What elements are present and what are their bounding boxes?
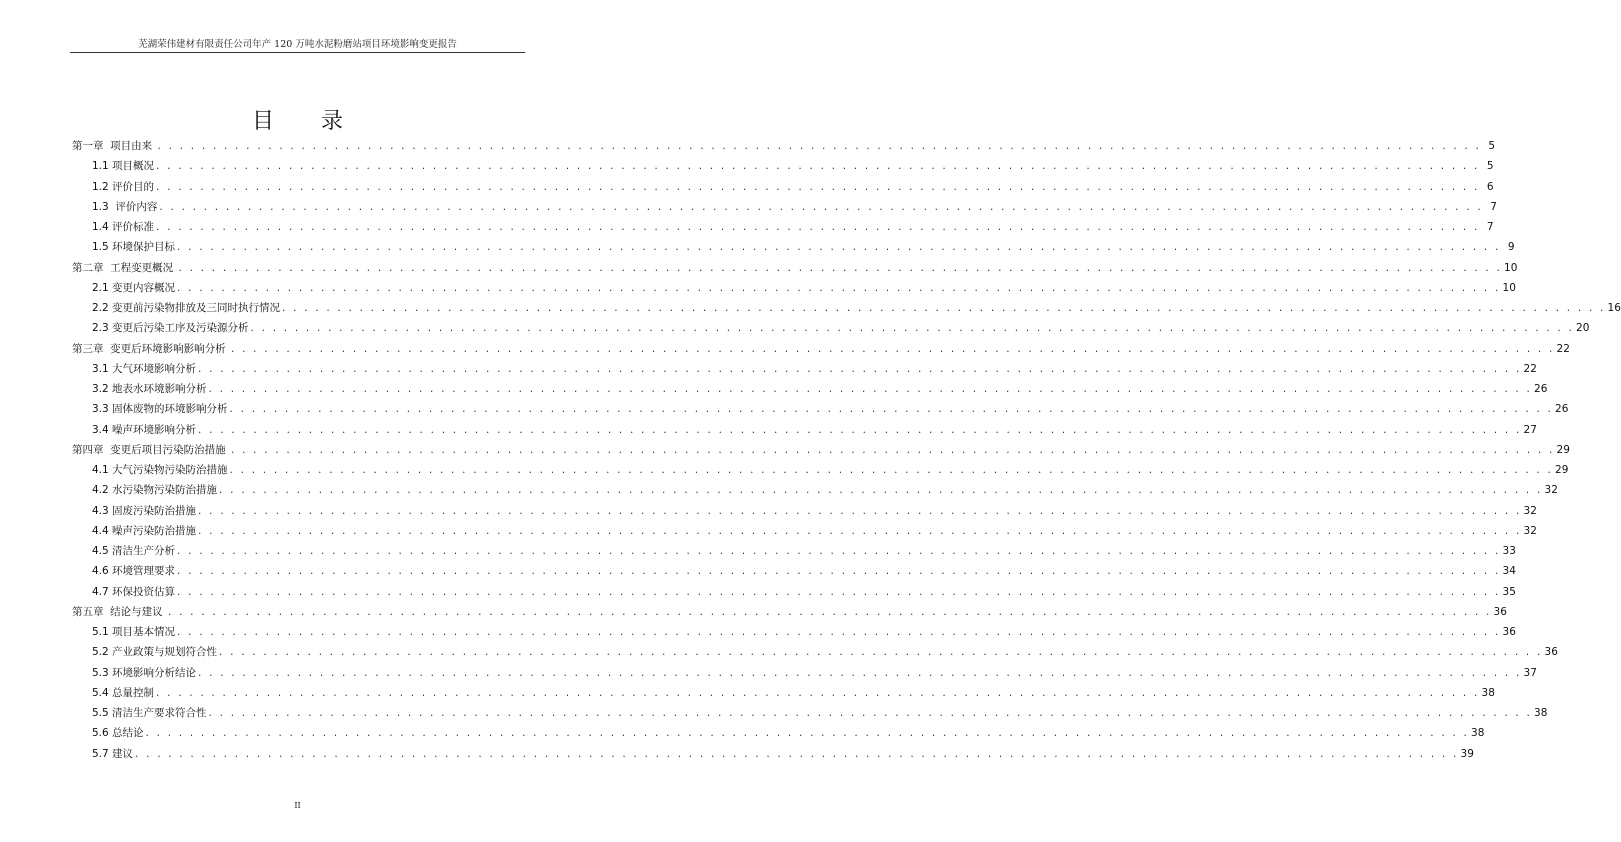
toc-entry-page: 36 [1502,626,1516,638]
toc-section-entry[interactable] [72,318,1590,338]
toc-section-entry[interactable] [72,744,1474,764]
dot-leader: . . . . . . . . . . . . . . . . . . . . . . . . . . . . . . . . . . . . . . . . . . . . . . . . . . . . . . . . . . . . . . . . . . . . . . . . . . . . . . . . . . . . . . . . . . . . . . . . . . . . . . . . . . . . . . . . . . . . . . . . [229,464,1554,476]
dot-leader: . . . . . . . . . . . . . . . . . . . . . . . . . . . . . . . . . . . . . . . . . . . . . . . . . . . . . . . . . . . . . . . . . . . . . . . . . . . . . . . . . . . . . . . . . . . . . . . . . . . . . . . . . . . . . . . . . . . . . . . . [177,626,1501,638]
toc-entry-page: 29 [1556,443,1570,456]
toc-entry-page: 22 [1523,362,1537,375]
toc-section-entry[interactable] [72,541,1516,561]
toc-entry-label: 5.2 产业政策与规划符合性 [92,646,218,659]
toc-entry-label: 5.4 总量控制 [92,686,155,699]
toc-entry-label: 5.1 项目基本情况 [92,626,176,638]
toc-entry-label: 5.6 总结论 [92,727,144,740]
toc-entry-page: 34 [1502,565,1516,578]
dot-leader: . . . . . . . . . . . . . . . . . . . . . . . . . . . . . . . . . . . . . . . . . . . . . . . . . . . . . . . . . . . . . . . . . . . . . . . . . . . . . . . . . . . . . . . . . . . . . . . . . . . . . . . . . . . . . . . . . . . . . . . . [208,383,1533,395]
toc-section-entry[interactable] [72,460,1569,480]
toc-entry-page: 32 [1544,484,1558,497]
header-rule [70,52,525,53]
dot-leader: . . . . . . . . . . . . . . . . . . . . . . . . . . . . . . . . . . . . . . . . . . . . . . . . . . . . . . . . . . . . . . . . . . . . . . . . . . . . . . . . . . . . . . . . . . . . . . . . . . . . . . . . . . . . . . . . . . . . . . . . [177,241,1501,254]
toc-entry-page: 16 [1607,302,1621,314]
toc-entry-label: 2.2 变更前污染物排放及三同时执行情况 [92,302,281,314]
toc-entry-page: 38 [1471,727,1485,740]
dot-leader: . . . . . . . . . . . . . . . . . . . . . . . . . . . . . . . . . . . . . . . . . . . . . . . . . . . . . . . . . . . . . . . . . . . . . . . . . . . . . . . . . . . . . . . . . . . . . . . . . . . . . . . . . . . . . . . . . . . . . . . . [198,524,1522,537]
toc-title: 目 录 [252,109,363,134]
toc-entry-page: 39 [1460,747,1474,760]
dot-leader: . . . . . . . . . . . . . . . . . . . . . . . . . . . . . . . . . . . . . . . . . . . . . . . . . . . . . . . . . . . . . . . . . . . . . . . . . . . . . . . . . . . . . . . . . . . . . . . . . . . . . . . . . . . . . . . . . . . . . . . . [250,322,1575,335]
toc-section-entry[interactable] [72,379,1548,399]
toc-chapter-entry[interactable] [72,258,1518,278]
toc-section-entry[interactable] [72,298,1621,318]
toc-entry-page: 33 [1502,545,1516,557]
dot-leader: . . . . . . . . . . . . . . . . . . . . . . . . . . . . . . . . . . . . . . . . . . . . . . . . . . . . . . . . . . . . . . . . . . . . . . . . . . . . . . . . . . . . . . . . . . . . . . . . . . . . . . . . . . . . . . . . . . . . . . . . [156,221,1480,233]
toc-chapter-entry[interactable] [72,440,1570,460]
page-number: II [294,801,301,810]
dot-leader: . . . . . . . . . . . . . . . . . . . . . . . . . . . . . . . . . . . . . . . . . . . . . . . . . . . . . . . . . . . . . . . . . . . . . . . . . . . . . . . . . . . . . . . . . . . . . . . . . . . . . . . . . . . . . . . . . . . . . . . . [282,302,1606,314]
toc-entry-page: 29 [1555,464,1569,476]
toc-entry-label: 5.5 清洁生产要求符合性 [92,707,207,719]
toc-entry-page: 32 [1523,504,1537,517]
toc-section-entry[interactable] [72,723,1485,743]
toc-entry-label: 5.7 建议 [92,747,134,760]
toc-entry-label: 1.1 项目概况 [92,160,155,173]
toc-entry-label: 第四章 变更后项目污染防治措施 [72,443,230,456]
toc-section-entry[interactable] [72,480,1558,500]
toc-chapter-entry[interactable] [72,136,1496,156]
running-header: 芜湖荣伟建材有限责任公司年产 120 万吨水泥粉磨站项目环境影响变更报告 [138,39,457,50]
toc-entry-page: 27 [1523,423,1537,436]
toc-entry-page: 6 [1486,180,1494,193]
toc-entry-label: 2.3 变更后污染工序及污染源分析 [92,322,249,335]
dot-leader: . . . . . . . . . . . . . . . . . . . . . . . . . . . . . . . . . . . . . . . . . . . . . . . . . . . . . . . . . . . . . . . . . . . . . . . . . . . . . . . . . . . . . . . . . . . . . . . . . . . . . . . . . . . . . . . . . . . . . . . . [168,605,1492,618]
dot-leader: . . . . . . . . . . . . . . . . . . . . . . . . . . . . . . . . . . . . . . . . . . . . . . . . . . . . . . . . . . . . . . . . . . . . . . . . . . . . . . . . . . . . . . . . . . . . . . . . . . . . . . . . . . . . . . . . . . . . . . . . [177,565,1501,578]
toc-entry-label: 5.3 环境影响分析结论 [92,666,197,679]
toc-entry-page: 7 [1490,200,1497,213]
toc-section-entry[interactable] [72,217,1494,237]
toc-entry-page: 36 [1493,605,1507,618]
toc-entry-label: 第一章 项目由来 [72,140,156,152]
toc-chapter-entry[interactable] [72,339,1570,359]
dot-leader: . . . . . . . . . . . . . . . . . . . . . . . . . . . . . . . . . . . . . . . . . . . . . . . . . . . . . . . . . . . . . . . . . . . . . . . . . . . . . . . . . . . . . . . . . . . . . . . . . . . . . . . . . . . . . . . . . . . . . . . . [159,200,1483,213]
toc-section-entry[interactable] [72,420,1537,440]
toc-entry-label: 1.5 环境保护目标 [92,241,176,254]
dot-leader: . . . . . . . . . . . . . . . . . . . . . . . . . . . . . . . . . . . . . . . . . . . . . . . . . . . . . . . . . . . . . . . . . . . . . . . . . . . . . . . . . . . . . . . . . . . . . . . . . . . . . . . . . . . . . . . . . . . . . . . . [135,747,1459,760]
toc-entry-label: 4.3 固废污染防治措施 [92,504,197,517]
toc-chapter-entry[interactable] [72,602,1507,622]
dot-leader: . . . . . . . . . . . . . . . . . . . . . . . . . . . . . . . . . . . . . . . . . . . . . . . . . . . . . . . . . . . . . . . . . . . . . . . . . . . . . . . . . . . . . . . . . . . . . . . . . . . . . . . . . . . . . . . . . . . . . . . . [156,180,1480,193]
toc-entry-page: 26 [1534,383,1548,395]
toc-section-entry[interactable] [72,663,1537,683]
dot-leader: . . . . . . . . . . . . . . . . . . . . . . . . . . . . . . . . . . . . . . . . . . . . . . . . . . . . . . . . . . . . . . . . . . . . . . . . . . . . . . . . . . . . . . . . . . . . . . . . . . . . . . . . . . . . . . . . . . . . . . . . [145,727,1470,740]
toc-entry-label: 1.2 评价目的 [92,180,155,193]
dot-leader: . . . . . . . . . . . . . . . . . . . . . . . . . . . . . . . . . . . . . . . . . . . . . . . . . . . . . . . . . . . . . . . . . . . . . . . . . . . . . . . . . . . . . . . . . . . . . . . . . . . . . . . . . . . . . . . . . . . . . . . . [157,140,1482,152]
toc-entry-page: 22 [1556,342,1570,355]
toc-section-entry[interactable] [72,399,1569,419]
dot-leader: . . . . . . . . . . . . . . . . . . . . . . . . . . . . . . . . . . . . . . . . . . . . . . . . . . . . . . . . . . . . . . . . . . . . . . . . . . . . . . . . . . . . . . . . . . . . . . . . . . . . . . . . . . . . . . . . . . . . . . . . [156,160,1480,173]
toc-section-entry[interactable] [72,582,1516,602]
dot-leader: . . . . . . . . . . . . . . . . . . . . . . . . . . . . . . . . . . . . . . . . . . . . . . . . . . . . . . . . . . . . . . . . . . . . . . . . . . . . . . . . . . . . . . . . . . . . . . . . . . . . . . . . . . . . . . . . . . . . . . . . [219,646,1543,659]
toc-entry-label: 4.1 大气污染物污染防治措施 [92,464,228,476]
toc-section-entry[interactable] [72,197,1497,217]
toc-entry-page: 38 [1481,686,1495,699]
toc-entry-page: 20 [1576,322,1590,335]
dot-leader: . . . . . . . . . . . . . . . . . . . . . . . . . . . . . . . . . . . . . . . . . . . . . . . . . . . . . . . . . . . . . . . . . . . . . . . . . . . . . . . . . . . . . . . . . . . . . . . . . . . . . . . . . . . . . . . . . . . . . . . . [229,403,1554,416]
dot-leader: . . . . . . . . . . . . . . . . . . . . . . . . . . . . . . . . . . . . . . . . . . . . . . . . . . . . . . . . . . . . . . . . . . . . . . . . . . . . . . . . . . . . . . . . . . . . . . . . . . . . . . . . . . . . . . . . . . . . . . . . [156,686,1480,699]
toc-entry-label: 1.4 评价标准 [92,221,155,233]
toc-entry-label: 4.7 环保投资估算 [92,585,176,598]
toc-section-entry[interactable] [72,642,1558,662]
dot-leader: . . . . . . . . . . . . . . . . . . . . . . . . . . . . . . . . . . . . . . . . . . . . . . . . . . . . . . . . . . . . . . . . . . . . . . . . . . . . . . . . . . . . . . . . . . . . . . . . . . . . . . . . . . . . . . . . . . . . . . . . [178,261,1503,274]
dot-leader: . . . . . . . . . . . . . . . . . . . . . . . . . . . . . . . . . . . . . . . . . . . . . . . . . . . . . . . . . . . . . . . . . . . . . . . . . . . . . . . . . . . . . . . . . . . . . . . . . . . . . . . . . . . . . . . . . . . . . . . . [198,362,1522,375]
toc-entry-page: 5 [1488,140,1496,152]
dot-leader: . . . . . . . . . . . . . . . . . . . . . . . . . . . . . . . . . . . . . . . . . . . . . . . . . . . . . . . . . . . . . . . . . . . . . . . . . . . . . . . . . . . . . . . . . . . . . . . . . . . . . . . . . . . . . . . . . . . . . . . . [231,443,1555,456]
toc-entry-page: 10 [1502,281,1516,294]
table-of-contents [72,136,1621,764]
toc-entry-page: 32 [1523,524,1537,537]
dot-leader: . . . . . . . . . . . . . . . . . . . . . . . . . . . . . . . . . . . . . . . . . . . . . . . . . . . . . . . . . . . . . . . . . . . . . . . . . . . . . . . . . . . . . . . . . . . . . . . . . . . . . . . . . . . . . . . . . . . . . . . . [177,545,1501,557]
toc-section-entry[interactable] [72,156,1494,176]
toc-entry-label: 4.6 环境管理要求 [92,565,176,578]
toc-entry-label: 第三章 变更后环境影响影响分析 [72,342,230,355]
toc-entry-page: 10 [1504,261,1518,274]
toc-section-entry[interactable] [72,177,1494,197]
toc-entry-label: 4.2 水污染物污染防治措施 [92,484,218,497]
toc-entry-page: 9 [1507,241,1515,254]
dot-leader: . . . . . . . . . . . . . . . . . . . . . . . . . . . . . . . . . . . . . . . . . . . . . . . . . . . . . . . . . . . . . . . . . . . . . . . . . . . . . . . . . . . . . . . . . . . . . . . . . . . . . . . . . . . . . . . . . . . . . . . . [177,281,1501,294]
toc-section-entry[interactable] [72,683,1495,703]
toc-entry-label: 4.5 清洁生产分析 [92,545,176,557]
toc-section-entry[interactable] [72,359,1537,379]
dot-leader: . . . . . . . . . . . . . . . . . . . . . . . . . . . . . . . . . . . . . . . . . . . . . . . . . . . . . . . . . . . . . . . . . . . . . . . . . . . . . . . . . . . . . . . . . . . . . . . . . . . . . . . . . . . . . . . . . . . . . . . . [198,423,1522,436]
toc-entry-label: 3.4 噪声环境影响分析 [92,423,197,436]
toc-entry-label: 3.1 大气环境影响分析 [92,362,197,375]
toc-section-entry[interactable] [72,622,1516,642]
toc-section-entry[interactable] [72,501,1537,521]
toc-section-entry[interactable] [72,703,1548,723]
toc-entry-page: 36 [1544,646,1558,659]
dot-leader: . . . . . . . . . . . . . . . . . . . . . . . . . . . . . . . . . . . . . . . . . . . . . . . . . . . . . . . . . . . . . . . . . . . . . . . . . . . . . . . . . . . . . . . . . . . . . . . . . . . . . . . . . . . . . . . . . . . . . . . . [198,666,1522,679]
toc-entry-label: 2.1 变更内容概况 [92,281,176,294]
toc-entry-label: 3.2 地表水环境影响分析 [92,383,207,395]
toc-entry-label: 1.3 评价内容 [92,200,158,213]
toc-entry-label: 第五章 结论与建议 [72,605,167,618]
toc-entry-label: 3.3 固体废物的环境影响分析 [92,403,228,416]
toc-section-entry[interactable] [72,278,1516,298]
dot-leader: . . . . . . . . . . . . . . . . . . . . . . . . . . . . . . . . . . . . . . . . . . . . . . . . . . . . . . . . . . . . . . . . . . . . . . . . . . . . . . . . . . . . . . . . . . . . . . . . . . . . . . . . . . . . . . . . . . . . . . . . [231,342,1555,355]
dot-leader: . . . . . . . . . . . . . . . . . . . . . . . . . . . . . . . . . . . . . . . . . . . . . . . . . . . . . . . . . . . . . . . . . . . . . . . . . . . . . . . . . . . . . . . . . . . . . . . . . . . . . . . . . . . . . . . . . . . . . . . . [177,585,1501,598]
toc-entry-page: 35 [1502,585,1516,598]
toc-entry-page: 7 [1486,221,1494,233]
toc-entry-page: 26 [1555,403,1569,416]
toc-section-entry[interactable] [72,521,1537,541]
toc-entry-page: 5 [1486,160,1494,173]
toc-entry-label: 第二章 工程变更概况 [72,261,177,274]
toc-entry-page: 38 [1534,707,1548,719]
toc-entry-label: 4.4 噪声污染防治措施 [92,524,197,537]
toc-section-entry[interactable] [72,237,1515,257]
toc-entry-page: 37 [1523,666,1537,679]
dot-leader: . . . . . . . . . . . . . . . . . . . . . . . . . . . . . . . . . . . . . . . . . . . . . . . . . . . . . . . . . . . . . . . . . . . . . . . . . . . . . . . . . . . . . . . . . . . . . . . . . . . . . . . . . . . . . . . . . . . . . . . . [198,504,1522,517]
toc-section-entry[interactable] [72,561,1516,581]
dot-leader: . . . . . . . . . . . . . . . . . . . . . . . . . . . . . . . . . . . . . . . . . . . . . . . . . . . . . . . . . . . . . . . . . . . . . . . . . . . . . . . . . . . . . . . . . . . . . . . . . . . . . . . . . . . . . . . . . . . . . . . . [208,707,1533,719]
dot-leader: . . . . . . . . . . . . . . . . . . . . . . . . . . . . . . . . . . . . . . . . . . . . . . . . . . . . . . . . . . . . . . . . . . . . . . . . . . . . . . . . . . . . . . . . . . . . . . . . . . . . . . . . . . . . . . . . . . . . . . . . [219,484,1543,497]
